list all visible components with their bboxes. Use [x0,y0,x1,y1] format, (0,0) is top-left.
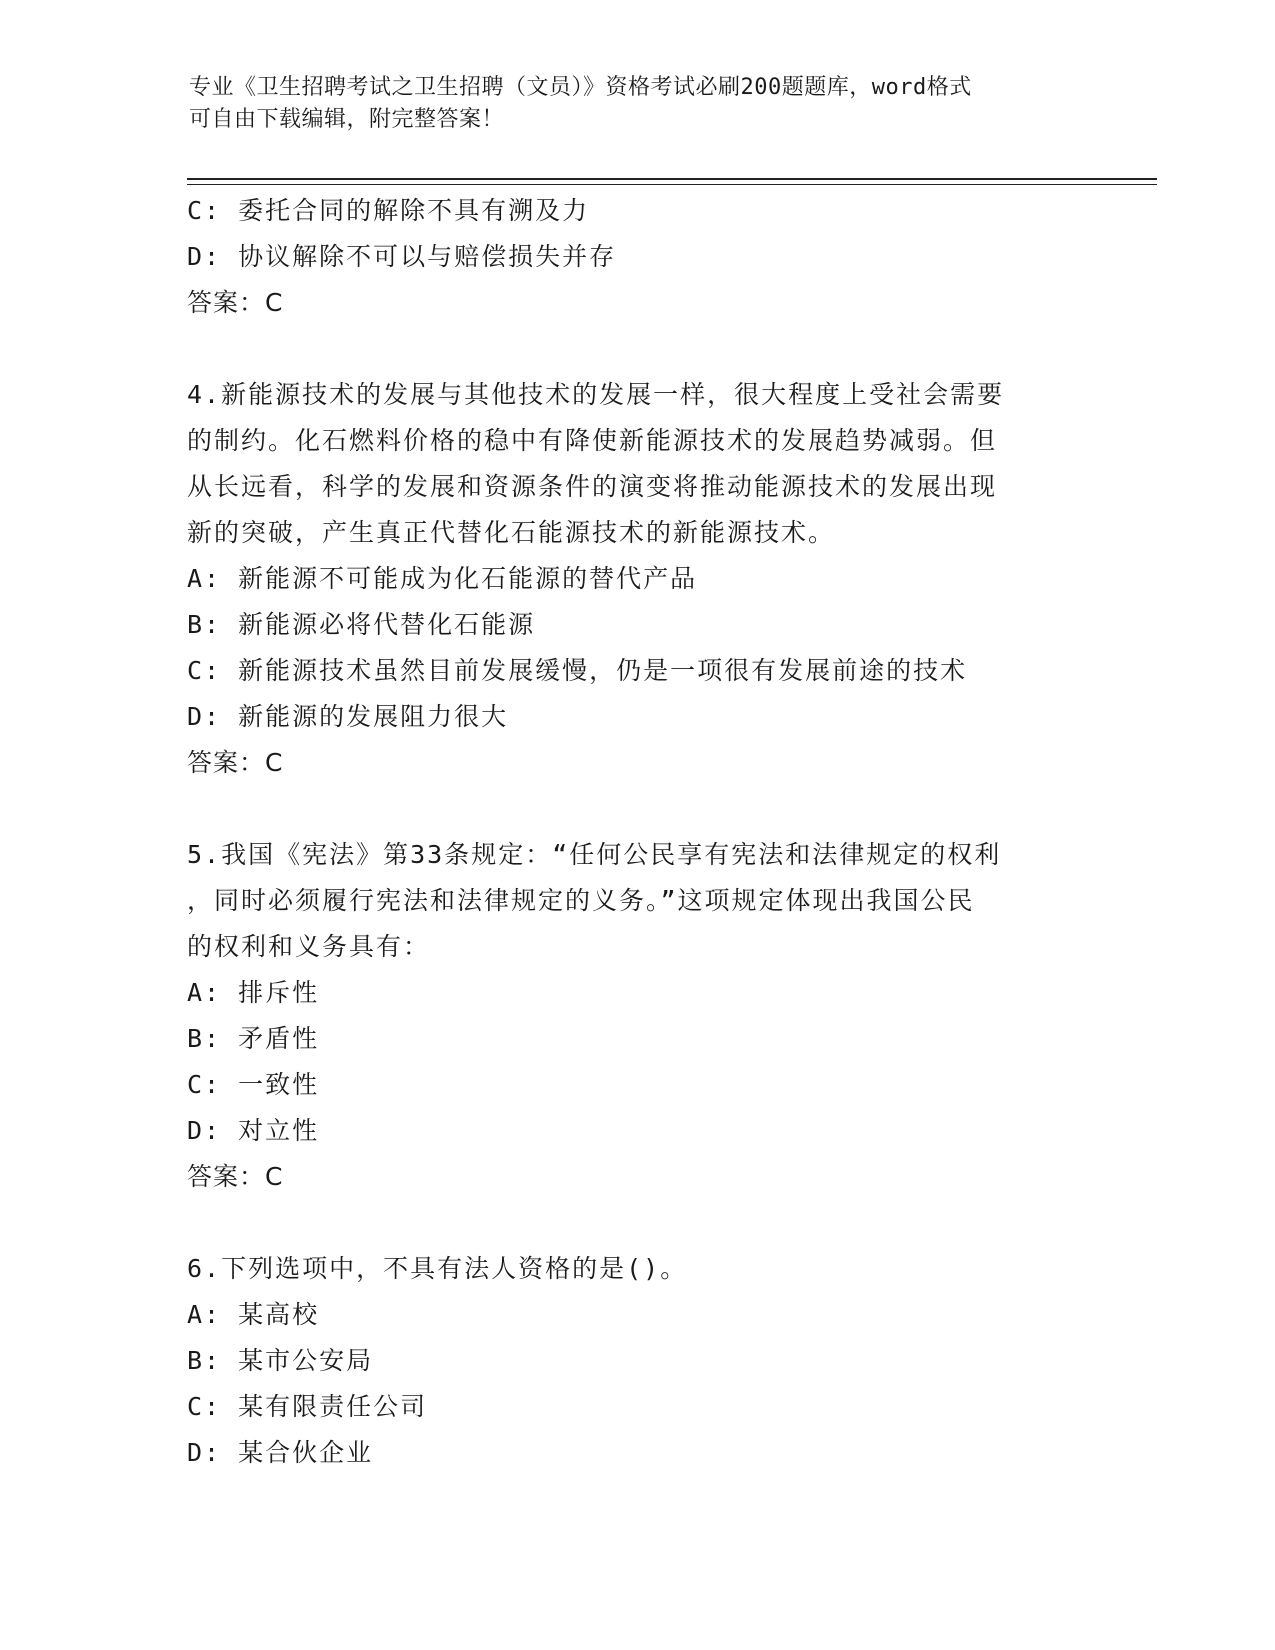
option-b: B: 某市公安局 [187,1346,374,1375]
option-a: A: 某高校 [187,1300,320,1329]
question-text-line: 5.我国《宪法》第33条规定：“任何公民享有宪法和法律规定的权利 [187,840,1002,869]
header-rule-thick [187,178,1157,180]
header-rule-thin [187,184,1157,185]
spacer [187,326,1087,372]
document-header [189,72,1069,136]
question-text-line: ，同时必须履行宪法和法律规定的义务。”这项规定体现出我国公民 [187,886,975,915]
option-d: D: 某合伙企业 [187,1438,374,1467]
option-c: C: 新能源技术虽然目前发展缓慢，仍是一项很有发展前途的技术 [187,656,968,685]
question-3 [187,188,1087,326]
option-c: C: 委托合同的解除不具有溯及力 [187,196,590,225]
question-list [187,188,1087,1476]
question-text-line: 从长远看，科学的发展和资源条件的演变将推动能源技术的发展出现 [187,472,998,501]
question-text-line: 的权利和义务具有： [187,932,431,961]
option-d: D: 协议解除不可以与赔偿损失并存 [187,242,617,271]
spacer [187,1200,1087,1246]
question-text [187,372,1087,556]
answer-label: 答案：C [187,288,284,317]
option-d: D: 新能源的发展阻力很大 [187,702,509,731]
question-4 [187,372,1087,786]
question-6 [187,1246,1087,1476]
option-c: C: 一致性 [187,1070,320,1099]
answer-label: 答案：C [187,1162,284,1191]
question-text-line: 的制约。化石燃料价格的稳中有降使新能源技术的发展趋势减弱。但 [187,426,998,455]
option-b: B: 矛盾性 [187,1024,320,1053]
question-text [187,1246,1087,1292]
option-b: B: 新能源必将代替化石能源 [187,610,536,639]
header-line-2: 可自由下载编辑，附完整答案！ [189,107,505,132]
question-text-line: 4.新能源技术的发展与其他技术的发展一样，很大程度上受社会需要 [187,380,1005,409]
question-text-line: 新的突破，产生真正代替化石能源技术的新能源技术。 [187,518,836,547]
option-c: C: 某有限责任公司 [187,1392,428,1421]
spacer [187,786,1087,832]
answer-label: 答案：C [187,748,284,777]
option-d: D: 对立性 [187,1116,320,1145]
option-a: A: 新能源不可能成为化石能源的替代产品 [187,564,698,593]
question-text-line: 6.下列选项中，不具有法人资格的是()。 [187,1254,688,1283]
question-5 [187,832,1087,1200]
option-a: A: 排斥性 [187,978,320,1007]
question-text [187,832,1087,970]
header-line-1: 专业《卫生招聘考试之卫生招聘（文员）》资格考试必刷200题题库，word格式 [189,75,972,100]
